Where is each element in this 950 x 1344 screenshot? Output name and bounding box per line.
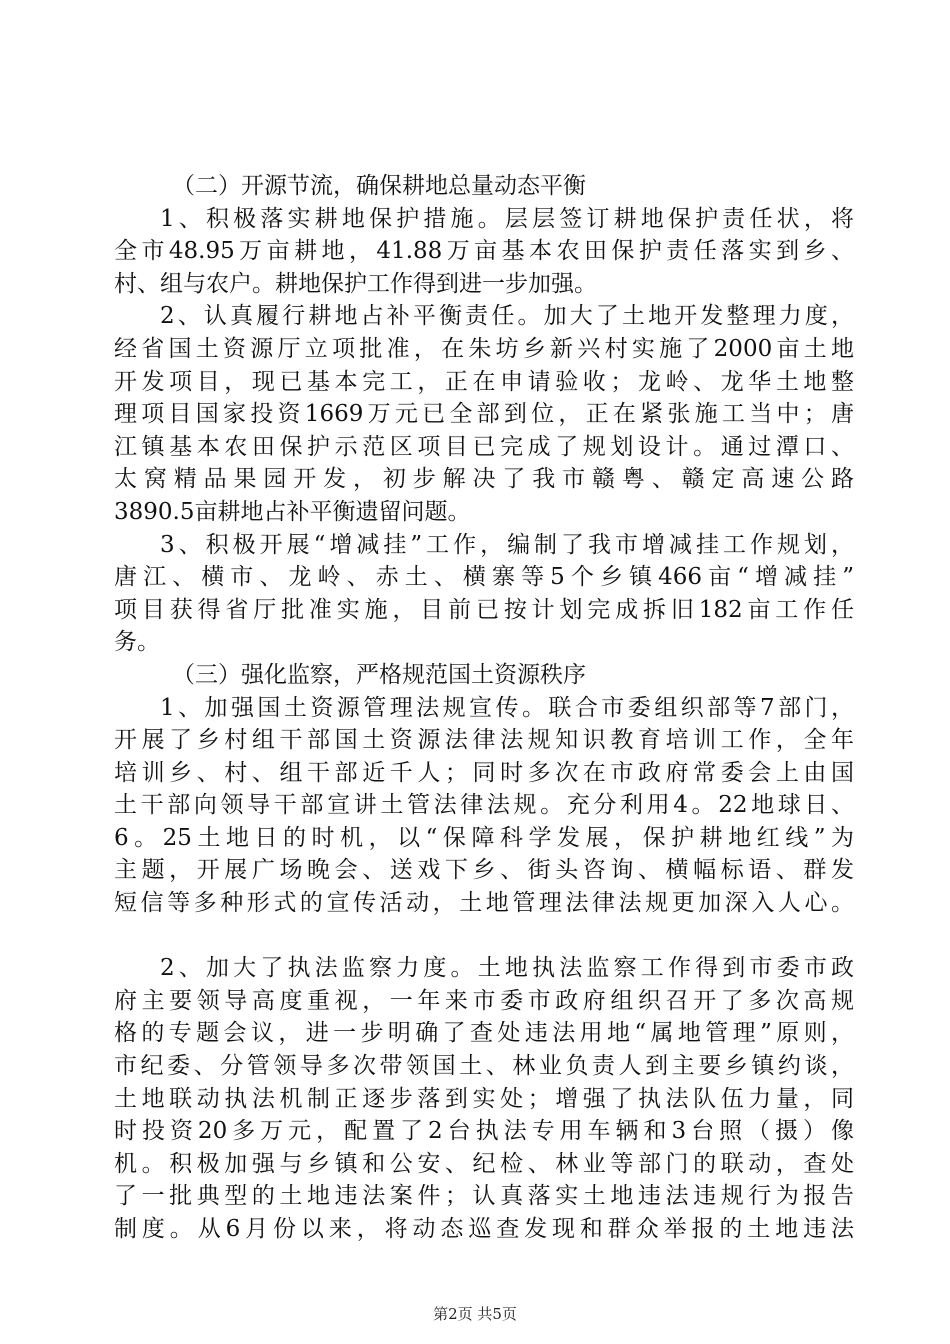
paragraph-line: 开展了乡村组干部国土资源法律法规知识教育培训工作，全年 xyxy=(114,727,854,754)
paragraph-line: 短信等多种形式的宣传活动，土地管理法律法规更加深入人心。 xyxy=(114,890,854,917)
page-number-footer: 第2页 共5页 xyxy=(433,1305,517,1323)
paragraph-line: 项目获得省厅批准实施，目前已按计划完成拆旧182亩工作任 xyxy=(114,596,854,623)
paragraph-line: 2、加大了执法监察力度。土地执法监察工作得到市委市政 xyxy=(160,955,854,982)
paragraph-line: 1、加强国土资源管理法规宣传。联合市委组织部等7部门， xyxy=(160,694,854,721)
paragraph-line: 理项目国家投资1669万元已全部到位，正在紧张施工当中；唐 xyxy=(114,401,854,428)
paragraph-gap xyxy=(114,920,854,953)
section-heading-2: （二）开源节流，确保耕地总量动态平衡 xyxy=(172,173,586,199)
paragraph-line: 1、积极落实耕地保护措施。层层签订耕地保护责任状，将 xyxy=(160,205,854,232)
paragraph-line: 土干部向领导干部宣讲土管法律法规。充分利用4。22地球日、 xyxy=(114,792,854,819)
paragraph-line: 格的专题会议，进一步明确了查处违法用地“属地管理”原则， xyxy=(114,1020,854,1047)
paragraph-line: 3、积极开展“增减挂”工作，编制了我市增减挂工作规划， xyxy=(160,531,854,558)
paragraph-line: 市纪委、分管领导多次带领国土、林业负责人到主要乡镇约谈， xyxy=(114,1053,854,1080)
paragraph-line: 开发项目，现已基本完工，正在申请验收；龙岭、龙华土地整 xyxy=(114,368,854,395)
paragraph-line: 主题，开展广场晚会、送戏下乡、街头咨询、横幅标语、群发 xyxy=(114,857,854,884)
paragraph-line: 2、认真履行耕地占补平衡责任。加大了土地开发整理力度， xyxy=(160,303,854,330)
paragraph-line: 唐江、横市、龙岭、赤土、横寨等5个乡镇466亩“增减挂” xyxy=(114,564,854,591)
paragraph-line: 了一批典型的土地违法案件；认真落实土地违法违规行为报告 xyxy=(114,1183,854,1210)
document-body xyxy=(114,170,854,1246)
paragraph-line: 时投资20多万元，配置了2台执法专用车辆和3台照（摄）像 xyxy=(114,1118,854,1145)
paragraph-line: 全市48.95万亩耕地，41.88万亩基本农田保护责任落实到乡、 xyxy=(114,238,854,265)
paragraph-line: 府主要领导高度重视，一年来市委市政府组织召开了多次高规 xyxy=(114,987,854,1014)
paragraph-line: 机。积极加强与乡镇和公安、纪检、林业等部门的联动，查处 xyxy=(114,1150,854,1177)
paragraph-line: 务。 xyxy=(114,629,160,656)
paragraph-line: 土地联动执法机制正逐步落到实处；增强了执法队伍力量，同 xyxy=(114,1085,854,1112)
paragraph-line: 制度。从6月份以来，将动态巡查发现和群众举报的土地违法 xyxy=(114,1216,854,1242)
paragraph-line: 3890.5亩耕地占补平衡遗留问题。 xyxy=(114,498,471,525)
paragraph-line: 江镇基本农田保护示范区项目已完成了规划设计。通过潭口、 xyxy=(114,433,854,460)
paragraph-line: 6。25土地日的时机，以“保障科学发展，保护耕地红线”为 xyxy=(114,824,854,851)
paragraph-line: 太窝精品果园开发，初步解决了我市赣粤、赣定高速公路 xyxy=(114,466,854,493)
paragraph-line: 经省国土资源厅立项批准，在朱坊乡新兴村实施了2000亩土地 xyxy=(114,335,854,362)
paragraph-line: 村、组与农户。耕地保护工作得到进一步加强。 xyxy=(114,270,597,297)
paragraph-line: 培训乡、村、组干部近千人；同时多次在市政府常委会上由国 xyxy=(114,759,854,786)
section-heading-3: （三）强化监察，严格规范国土资源秩序 xyxy=(172,661,586,688)
